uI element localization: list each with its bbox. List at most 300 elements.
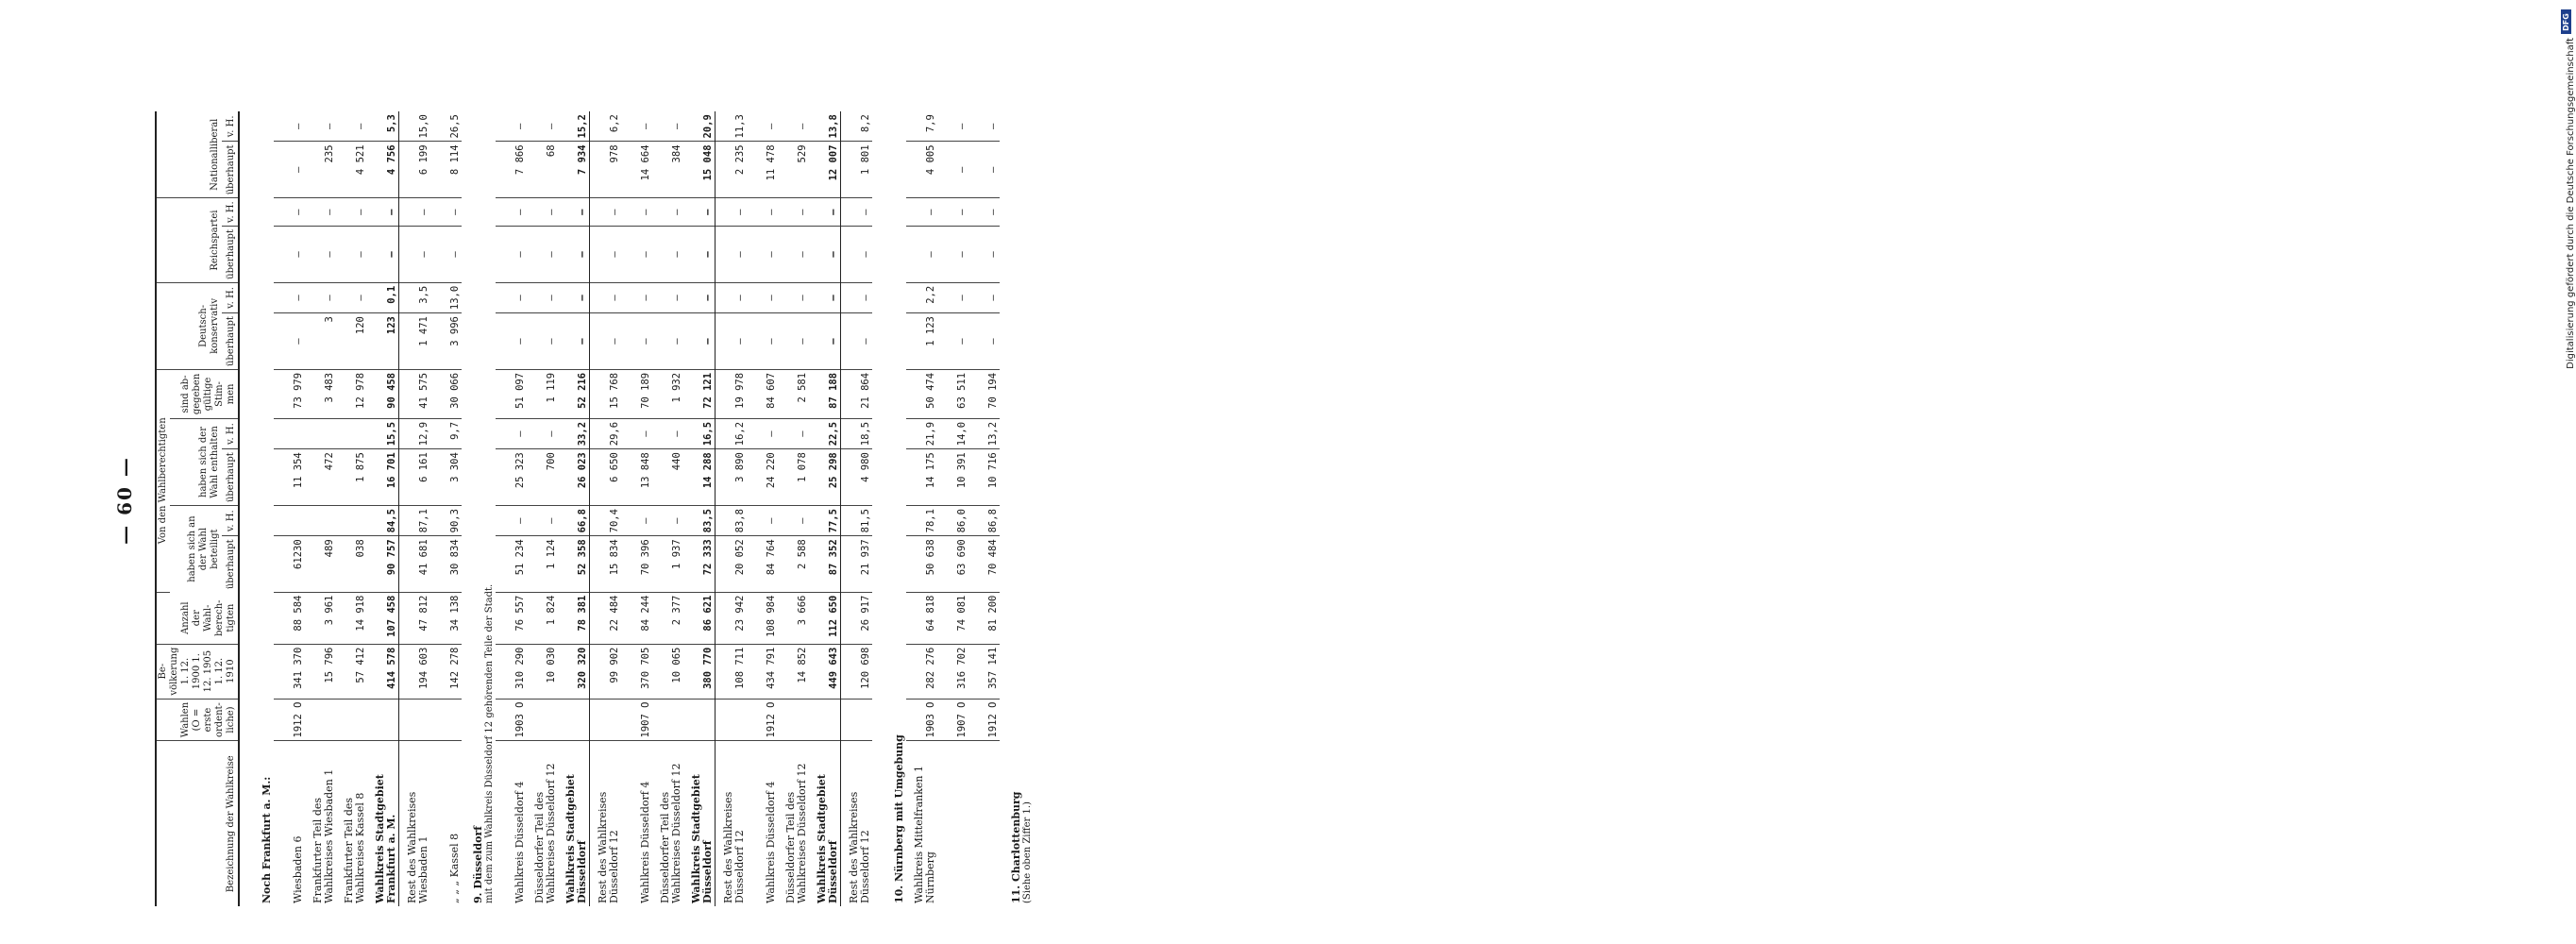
district-name: Rest des Wahlkreises Düsseldorf 12 [722,791,746,903]
district-name: Wahlkreis Mittelfranken 1 Nürnberg [913,766,936,903]
cell-nl-vh: — [778,111,809,142]
cell-bet-vh: 87,1 [399,506,431,536]
cell-enth: 24 220 [747,449,778,506]
district-name: Wahlkreis Düsseldorf 4 [639,781,651,903]
cell-nl: — [937,142,968,198]
cell-rp: — [558,227,590,283]
cell-bet: 1 937 [652,536,683,592]
cell-dk: 3 [305,313,336,370]
cell-nl-vh: 15,0 [399,111,431,142]
cell-rp: — [496,227,527,283]
cell-enth: 440 [652,449,683,506]
cell-dk: — [937,313,968,370]
cell-nl: 8 114 [430,142,462,198]
cell-bev: 108 711 [716,644,748,699]
cell-wahl [527,699,558,741]
cell-nl-vh: 6,2 [590,111,622,142]
total-row [809,111,841,906]
cell-enth: 14 288 [683,449,716,506]
cell-wahl: 1912 O [747,699,778,741]
cell-dk-vh: — [558,282,590,312]
cell-bev: 380 770 [683,644,716,699]
dfg-logo: DFG [2561,9,2571,34]
cell-dk-vh: — [652,282,683,312]
cell-anzahl: 1 824 [527,592,558,644]
cell-bev: 57 412 [336,644,367,699]
cell-bet-vh: — [527,506,558,536]
cell-bev: 282 276 [906,644,937,699]
cell-anzahl: 84 244 [621,592,652,644]
cell-bet: 30 834 [430,536,462,592]
cell-wahl [399,699,431,741]
cell-wahl: 1903 O [906,699,937,741]
header-group-wahlberechtigte: Von den Wahlberechtigten [156,369,170,592]
cell-enth-vh: — [747,418,778,448]
cell-rp-vh: — [621,198,652,227]
cell-enth-vh: 12,9 [399,418,431,448]
cell-bet-vh [336,506,367,536]
cell-dk: 1 123 [906,313,937,370]
cell-nl: 6 199 [399,142,431,198]
cell-bet-vh: 86,0 [937,506,968,536]
table-row [430,111,462,906]
table-row [716,111,748,906]
cell-dk-vh: — [621,282,652,312]
cell-enth: 11 354 [274,449,305,506]
cell-dk: — [274,313,305,370]
cell-dk-vh: — [496,282,527,312]
cell-dk: — [527,313,558,370]
section-heading-row [462,111,496,906]
cell-enth: 14 175 [906,449,937,506]
cell-wahl: 1912 O [274,699,305,741]
cell-dk: — [558,313,590,370]
table-row [937,111,968,906]
cell-bet-vh: 81,5 [841,506,873,536]
district-name: Wahlkreis Stadtgebiet Frankfurt a. M. [367,741,399,906]
cell-wahl [716,699,748,741]
table-row [906,111,937,906]
district-name: Wiesbaden 6 [292,835,304,903]
cell-enth-vh: — [527,418,558,448]
table-row [968,111,1000,906]
cell-rp: — [809,227,841,283]
cell-nl-vh: 20,9 [683,111,716,142]
cell-bet-vh: 66,8 [558,506,590,536]
cell-dk: — [652,313,683,370]
section-heading-row [872,111,906,906]
cell-gueltig: 51 097 [496,369,527,418]
section-heading: 9. Düsseldorf [472,826,484,903]
cell-nl: 11 478 [747,142,778,198]
cell-bev: 370 705 [621,644,652,699]
cell-gueltig: 19 978 [716,369,748,418]
cell-wahl: 1912 O [968,699,1000,741]
cell-enth: 26 023 [558,449,590,506]
cell-nl-vh: — [621,111,652,142]
district-name: Wahlkreis Stadtgebiet Düsseldorf [683,741,716,906]
cell-enth-vh [274,418,305,448]
district-name: Düsseldorfer Teil des Wahlkreises Düsseldorf 12 [533,763,557,903]
digitization-sidebar [1270,0,2576,944]
cell-dk-vh: — [778,282,809,312]
cell-bet-vh: 84,5 [367,506,399,536]
cell-anzahl: 26 917 [841,592,873,644]
cell-rp-vh: — [747,198,778,227]
cell-bev: 10 030 [527,644,558,699]
cell-bet: 84 764 [747,536,778,592]
cell-dk-vh: — [809,282,841,312]
cell-dk: — [683,313,716,370]
cell-rp: — [527,227,558,283]
cell-gueltig: 72 121 [683,369,716,418]
cell-bev: 14 852 [778,644,809,699]
cell-enth: 10 391 [937,449,968,506]
district-name: Frankfurter Teil des Wahlkreises Wiesbaden 1 [311,768,335,903]
cell-nl: 2 235 [716,142,748,198]
table-row [336,111,367,906]
cell-bet: 70 396 [621,536,652,592]
table-row [778,111,809,906]
district-name: „ „ „ Kassel 8 [448,833,461,903]
cell-bet-vh: — [496,506,527,536]
cell-nl-vh: 13,8 [809,111,841,142]
cell-nl-vh: 7,9 [906,111,937,142]
cell-dk: — [809,313,841,370]
cell-enth-vh [305,418,336,448]
cell-dk: — [496,313,527,370]
cell-anzahl: 3 666 [778,592,809,644]
cell-gueltig: 41 575 [399,369,431,418]
cell-enth-vh: 13,2 [968,418,1000,448]
cell-enth-vh: — [496,418,527,448]
cell-rp: — [778,227,809,283]
section-heading-row [239,111,274,906]
cell-dk: — [621,313,652,370]
cell-bev: 316 702 [937,644,968,699]
cell-rp: — [716,227,748,283]
cell-bev: 414 578 [367,644,399,699]
cell-gueltig: 3 483 [305,369,336,418]
cell-enth: 4 980 [841,449,873,506]
cell-rp-vh: — [937,198,968,227]
cell-enth: 25 323 [496,449,527,506]
cell-anzahl: 88 584 [274,592,305,644]
cell-rp: — [841,227,873,283]
cell-rp-vh: — [652,198,683,227]
section-heading: 11. Charlottenburg [1010,791,1022,903]
rotated-table-page [113,94,1152,906]
section-subheading: (Siehe oben Ziffer 1.) [1022,801,1033,903]
cell-anzahl: 14 918 [336,592,367,644]
cell-bet: 52 358 [558,536,590,592]
table-row [527,111,558,906]
cell-bet: 489 [305,536,336,592]
cell-enth: 1 875 [336,449,367,506]
cell-rp: — [683,227,716,283]
header-beteiligt: haben sich an der Wahl beteiligt [187,515,221,582]
cell-bet-vh: — [652,506,683,536]
cell-bev: 99 902 [590,644,622,699]
header-wahlen: Wahlen (O = erste ordentliche) [156,699,239,741]
section-heading-row [1000,111,1034,906]
cell-nl: 12 007 [809,142,841,198]
cell-bet: 61230 [274,536,305,592]
cell-enth: 1 078 [778,449,809,506]
cell-enth: 16 701 [367,449,399,506]
cell-enth: 10 716 [968,449,1000,506]
cell-gueltig: 1 119 [527,369,558,418]
cell-nl: 14 664 [621,142,652,198]
cell-rp-vh: — [558,198,590,227]
cell-anzahl: 78 381 [558,592,590,644]
section-heading: 10. Nürnberg mit Umgebung [893,734,905,903]
cell-bet: 50 638 [906,536,937,592]
header-ueberhaupt: überhaupt [222,449,239,506]
cell-nl-vh: 5,3 [367,111,399,142]
cell-bet-vh: — [621,506,652,536]
cell-rp: — [367,227,399,283]
cell-rp-vh: — [590,198,622,227]
cell-rp-vh: — [336,198,367,227]
cell-nl: — [968,142,1000,198]
cell-bet-vh: 70,4 [590,506,622,536]
section-subheading: mit dem zum Wahlkreis Düsseldorf 12 gehörenden Teile der Stadt. [484,583,495,903]
header-rp: Reichspartei [156,198,222,283]
funding-notice: Digitalisierung gefördert durch die Deutsche Forschungsgemeinschaft [2566,38,2576,369]
cell-gueltig: 84 607 [747,369,778,418]
cell-rp: — [399,227,431,283]
header-vh: v. H. [222,282,239,312]
cell-dk: — [716,313,748,370]
cell-dk: — [968,313,1000,370]
cell-bev: 341 370 [274,644,305,699]
district-name: Düsseldorfer Teil des Wahlkreises Düsseldorf 12 [659,763,682,903]
cell-rp-vh: — [841,198,873,227]
cell-anzahl: 2 377 [652,592,683,644]
cell-rp: — [652,227,683,283]
header-anzahl: Anzahl der Wahlberechtigten [156,592,239,644]
cell-nl-vh: — [305,111,336,142]
cell-nl: 235 [305,142,336,198]
cell-bet-vh: 83,8 [716,506,748,536]
cell-bet-vh: 83,5 [683,506,716,536]
cell-enth-vh: 22,5 [809,418,841,448]
cell-rp-vh: — [683,198,716,227]
total-row [367,111,399,906]
cell-bev: 15 796 [305,644,336,699]
cell-nl-vh: — [968,111,1000,142]
table-row [274,111,305,906]
cell-dk: 120 [336,313,367,370]
cell-bev: 310 290 [496,644,527,699]
header-vh: v. H. [222,111,239,142]
cell-bet: 87 352 [809,536,841,592]
cell-nl: 4 756 [367,142,399,198]
cell-rp: — [430,227,462,283]
cell-dk-vh: 0,1 [367,282,399,312]
table-row [590,111,622,906]
cell-dk-vh: — [716,282,748,312]
cell-rp-vh: — [778,198,809,227]
cell-enth-vh: 21,9 [906,418,937,448]
table-row [621,111,652,906]
cell-dk-vh: 13,0 [430,282,462,312]
cell-nl: 384 [652,142,683,198]
cell-rp-vh: — [274,198,305,227]
cell-gueltig: 90 458 [367,369,399,418]
cell-dk: — [841,313,873,370]
cell-dk-vh: — [683,282,716,312]
cell-rp-vh: — [367,198,399,227]
cell-nl-vh: — [336,111,367,142]
cell-wahl [558,699,590,741]
cell-dk-vh: — [274,282,305,312]
cell-gueltig: 87 188 [809,369,841,418]
cell-bet: 21 937 [841,536,873,592]
cell-enth-vh: — [652,418,683,448]
cell-gueltig: 2 581 [778,369,809,418]
header-dk: Deutschkonservativ [156,282,222,369]
cell-anzahl: 107 458 [367,592,399,644]
cell-bev: 320 320 [558,644,590,699]
header-bezeichnung: Bezeichnung der Wahlkreise [226,755,236,893]
cell-rp-vh: — [716,198,748,227]
cell-enth-vh: 33,2 [558,418,590,448]
cell-dk-vh: — [937,282,968,312]
cell-bet-vh: 86,8 [968,506,1000,536]
table-body [239,111,1034,906]
cell-nl: 15 048 [683,142,716,198]
cell-gueltig: 1 932 [652,369,683,418]
cell-gueltig: 73 979 [274,369,305,418]
district-name: Frankfurter Teil des Wahlkreises Kassel 8 [343,792,366,903]
cell-bet: 15 834 [590,536,622,592]
cell-wahl: 1907 O [621,699,652,741]
cell-gueltig: 15 768 [590,369,622,418]
cell-nl-vh: — [496,111,527,142]
cell-bet-vh: — [747,506,778,536]
cell-nl: 4 005 [906,142,937,198]
cell-enth-vh: 18,5 [841,418,873,448]
district-name: Wahlkreis Düsseldorf 4 [514,781,526,903]
cell-dk-vh: — [305,282,336,312]
cell-wahl [683,699,716,741]
cell-gueltig: 70 189 [621,369,652,418]
header-ueberhaupt: überhaupt [222,142,239,198]
total-row [683,111,716,906]
cell-wahl [778,699,809,741]
cell-rp-vh: — [496,198,527,227]
district-name [968,741,1000,906]
cell-bet: 72 333 [683,536,716,592]
cell-nl: 68 [527,142,558,198]
district-name: Rest des Wahlkreises Wiesbaden 1 [406,791,429,903]
cell-bet: 20 052 [716,536,748,592]
district-name: Düsseldorfer Teil des Wahlkreises Düsseldorf 12 [784,763,808,903]
cell-nl: 7 866 [496,142,527,198]
cell-gueltig: 70 194 [968,369,1000,418]
cell-gueltig: 21 864 [841,369,873,418]
cell-anzahl: 81 200 [968,592,1000,644]
cell-nl-vh: 8,2 [841,111,873,142]
header-ueberhaupt: überhaupt [222,313,239,370]
cell-bev: 194 603 [399,644,431,699]
cell-dk: 3 996 [430,313,462,370]
cell-rp: — [274,227,305,283]
election-results-table [155,111,1034,906]
table-row [841,111,873,906]
cell-dk: — [778,313,809,370]
cell-enth-vh: 9,7 [430,418,462,448]
table-row [747,111,778,906]
cell-nl: 4 521 [336,142,367,198]
cell-bev: 357 141 [968,644,1000,699]
cell-rp-vh: — [430,198,462,227]
cell-enth: 13 848 [621,449,652,506]
cell-nl: 7 934 [558,142,590,198]
cell-nl-vh: — [747,111,778,142]
cell-dk: 1 471 [399,313,431,370]
cell-gueltig: 50 474 [906,369,937,418]
cell-rp: — [590,227,622,283]
cell-wahl: 1907 O [937,699,968,741]
cell-nl-vh: — [527,111,558,142]
cell-dk-vh: 2,2 [906,282,937,312]
cell-nl-vh: 11,3 [716,111,748,142]
page-number: — 60 — [113,456,136,545]
cell-enth-vh: 14,0 [937,418,968,448]
table-row [652,111,683,906]
cell-gueltig: 52 216 [558,369,590,418]
table-row [496,111,527,906]
cell-dk-vh: — [527,282,558,312]
cell-dk-vh: — [968,282,1000,312]
cell-bet-vh: 77,5 [809,506,841,536]
cell-bet: 63 690 [937,536,968,592]
cell-bet-vh [274,506,305,536]
header-ueberhaupt: überhaupt [222,227,239,283]
cell-rp-vh: — [809,198,841,227]
cell-nl-vh: 26,5 [430,111,462,142]
cell-bet-vh: — [778,506,809,536]
cell-bet-vh: 90,3 [430,506,462,536]
district-name: Wahlkreis Stadtgebiet Düsseldorf [809,741,841,906]
cell-bev: 120 698 [841,644,873,699]
cell-anzahl: 34 138 [430,592,462,644]
cell-wahl [652,699,683,741]
cell-dk: — [590,313,622,370]
cell-rp: — [747,227,778,283]
cell-rp: — [937,227,968,283]
cell-enth-vh: 29,6 [590,418,622,448]
cell-enth-vh: — [778,418,809,448]
district-name: Rest des Wahlkreises Düsseldorf 12 [597,791,620,903]
cell-rp: — [305,227,336,283]
header-enthalten: haben sich der Wahl enthalten [170,418,222,505]
cell-enth-vh: 15,5 [367,418,399,448]
cell-bev: 449 643 [809,644,841,699]
cell-rp: — [968,227,1000,283]
district-name: Wahlkreis Stadtgebiet Düsseldorf [558,741,590,906]
cell-wahl [809,699,841,741]
cell-anzahl: 76 557 [496,592,527,644]
cell-wahl [367,699,399,741]
cell-rp-vh: — [527,198,558,227]
cell-bet: 90 757 [367,536,399,592]
cell-dk-vh: — [336,282,367,312]
cell-anzahl: 23 942 [716,592,748,644]
